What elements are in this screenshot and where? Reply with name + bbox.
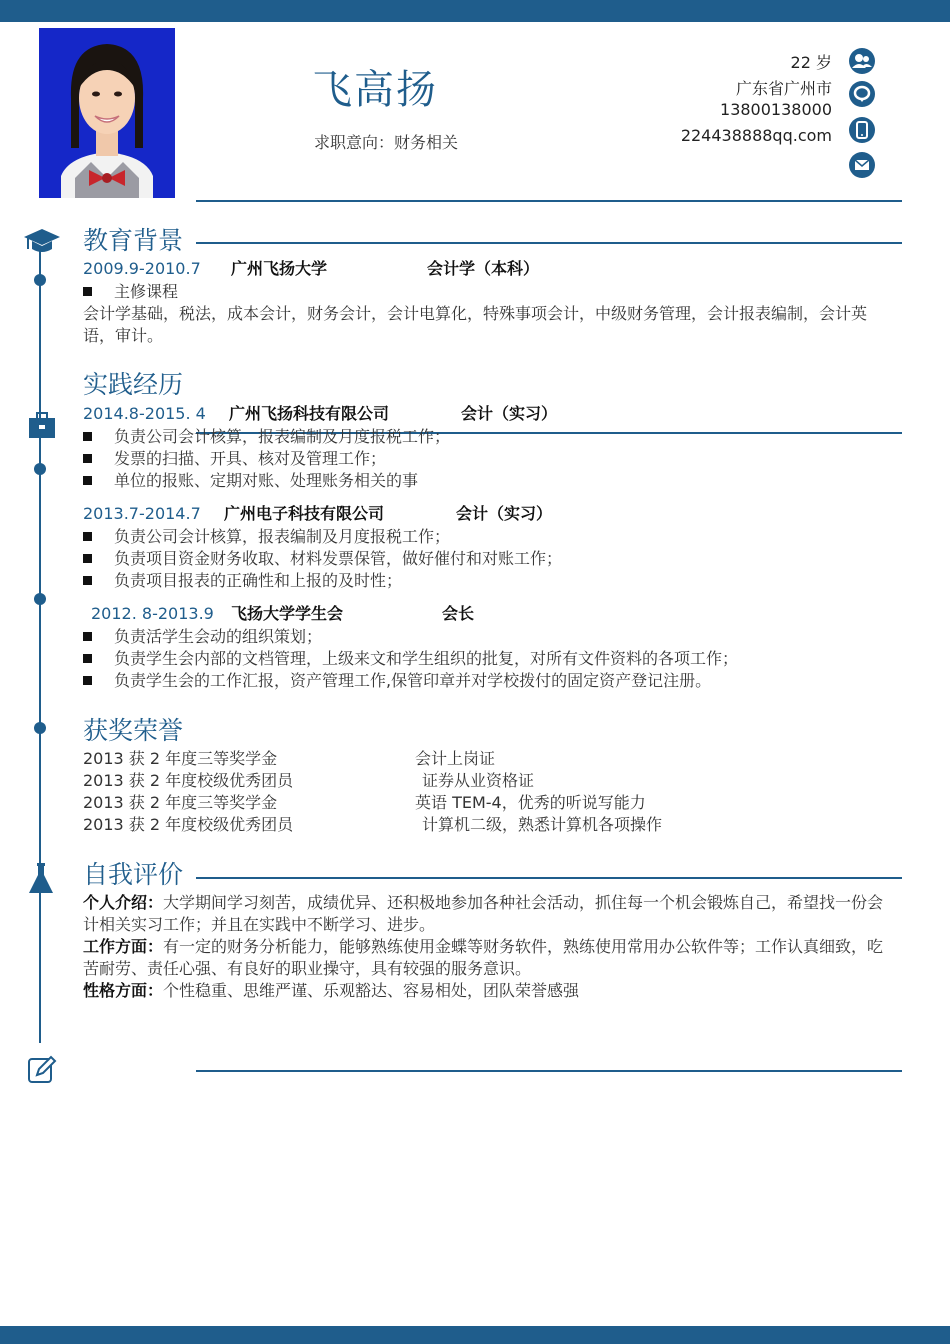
candidate-name: 飞高扬 [312,67,438,113]
section-title-self: 自我评价 [83,860,184,889]
list-item: 单位的报账、定期对账、处理账务相关的事 [83,470,418,492]
list-item: 负责学生会内部的文档管理，上级来文和学生组织的批复，对所有文件资料的各项工作； [83,648,738,670]
practice-role: 会计（实习） [461,404,558,423]
certificate-item: 证券从业资格证 [422,771,535,790]
award-item: 2013 获 2 年度三等奖学金 [83,749,278,768]
education-major: 会计学（本科） [427,259,540,278]
timeline-dot [34,463,46,475]
age-text: 22 岁 [790,53,832,72]
certificate-item: 英语 TEM-4，优秀的听说写能力 [415,793,646,812]
email-text: 224438888qq.com [680,126,832,145]
certificate-item: 会计上岗证 [415,749,496,768]
certificate-item: 计算机二级，熟悉计算机各项操作 [422,815,663,834]
timeline-line [39,248,41,1043]
education-school: 广州飞扬大学 [231,259,328,278]
briefcase-icon [27,410,57,444]
self-character: 性格方面：个性稳重、思维严谨、乐观豁达、容易相处，团队荣誉感强 [83,981,580,1000]
list-item: 负责学生会的工作汇报，资产管理工作,保管印章并对学校拨付的固定资产登记注册。 [83,670,711,692]
timeline-dot [34,593,46,605]
header-divider [196,200,902,202]
practice-row [91,603,475,625]
practice-date: 2013.7-2014.7 [83,504,201,523]
practice-org: 广州电子科技有限公司 [224,504,385,523]
location-text: 广东省广州市 [735,79,832,98]
footer-divider [196,1070,902,1072]
practice-role: 会计（实习） [456,504,553,523]
phone-icon [849,117,875,143]
section-title-practice: 实践经历 [83,370,184,399]
graduation-cap-icon [22,226,62,262]
practice-row [83,403,558,425]
practice-role: 会长 [442,604,475,623]
practice-date: 2014.8-2015. 4 [83,404,206,423]
top-bar [0,0,950,22]
award-item: 2013 获 2 年度校级优秀团员 [83,771,294,790]
location-icon [849,81,875,107]
list-item: 负责项目资金财务收取、材料发票保管，做好催付和对账工作； [83,548,562,570]
list-item: 负责活学生会动的组织策划； [83,626,322,648]
flask-icon [27,862,55,900]
list-item: 发票的扫描、开具、核对及管理工作； [83,448,386,470]
section-divider [196,877,902,879]
practice-date: 2012. 8-2013.9 [91,604,214,623]
edit-icon [27,1055,57,1089]
user-icon [849,48,875,74]
list-item: 负责公司会计核算，报表编制及月度报税工作； [83,426,450,448]
self-work: 工作方面：有一定的财务分析能力，能够熟练使用金蝶等财务软件，熟练使用常用办公软件等；工作认真细致，吃苦耐劳、责任心强、有良好的职业操守，具有较强的服务意识。 [83,937,884,978]
job-intent: 求职意向：财务相关 [314,133,459,152]
self-intro: 个人介绍：大学期间学习刻苦，成绩优异、还积极地参加各种社会活动，抓住每一个机会锻炼自己，希望找一份会计相关实习工作；并且在实践中不断学习、进步。 [83,893,884,934]
bottom-bar [0,1326,950,1344]
section-divider [196,242,902,244]
list-item: 负责项目报表的正确性和上报的及时性； [83,570,402,592]
section-title-education: 教育背景 [83,226,184,255]
practice-row [83,503,553,525]
practice-org: 广州飞扬科技有限公司 [229,404,390,423]
practice-org: 飞扬大学学生会 [231,604,344,623]
mail-icon [849,152,875,178]
profile-photo [39,28,175,198]
education-row [83,258,540,280]
list-item: 负责公司会计核算，报表编制及月度报税工作； [83,526,450,548]
award-item: 2013 获 2 年度校级优秀团员 [83,815,294,834]
timeline-dot [34,722,46,734]
course-title: 主修课程 [83,281,178,303]
course-list: 会计学基础，税法，成本会计，财务会计，会计电算化，特殊事项会计，中级财务管理，会计报表编制，会计英语，审计。 [83,304,868,345]
timeline-dot [34,274,46,286]
section-title-awards: 获奖荣誉 [83,716,184,745]
award-item: 2013 获 2 年度三等奖学金 [83,793,278,812]
phone-text: 13800138000 [720,100,832,119]
education-date: 2009.9-2010.7 [83,259,201,278]
